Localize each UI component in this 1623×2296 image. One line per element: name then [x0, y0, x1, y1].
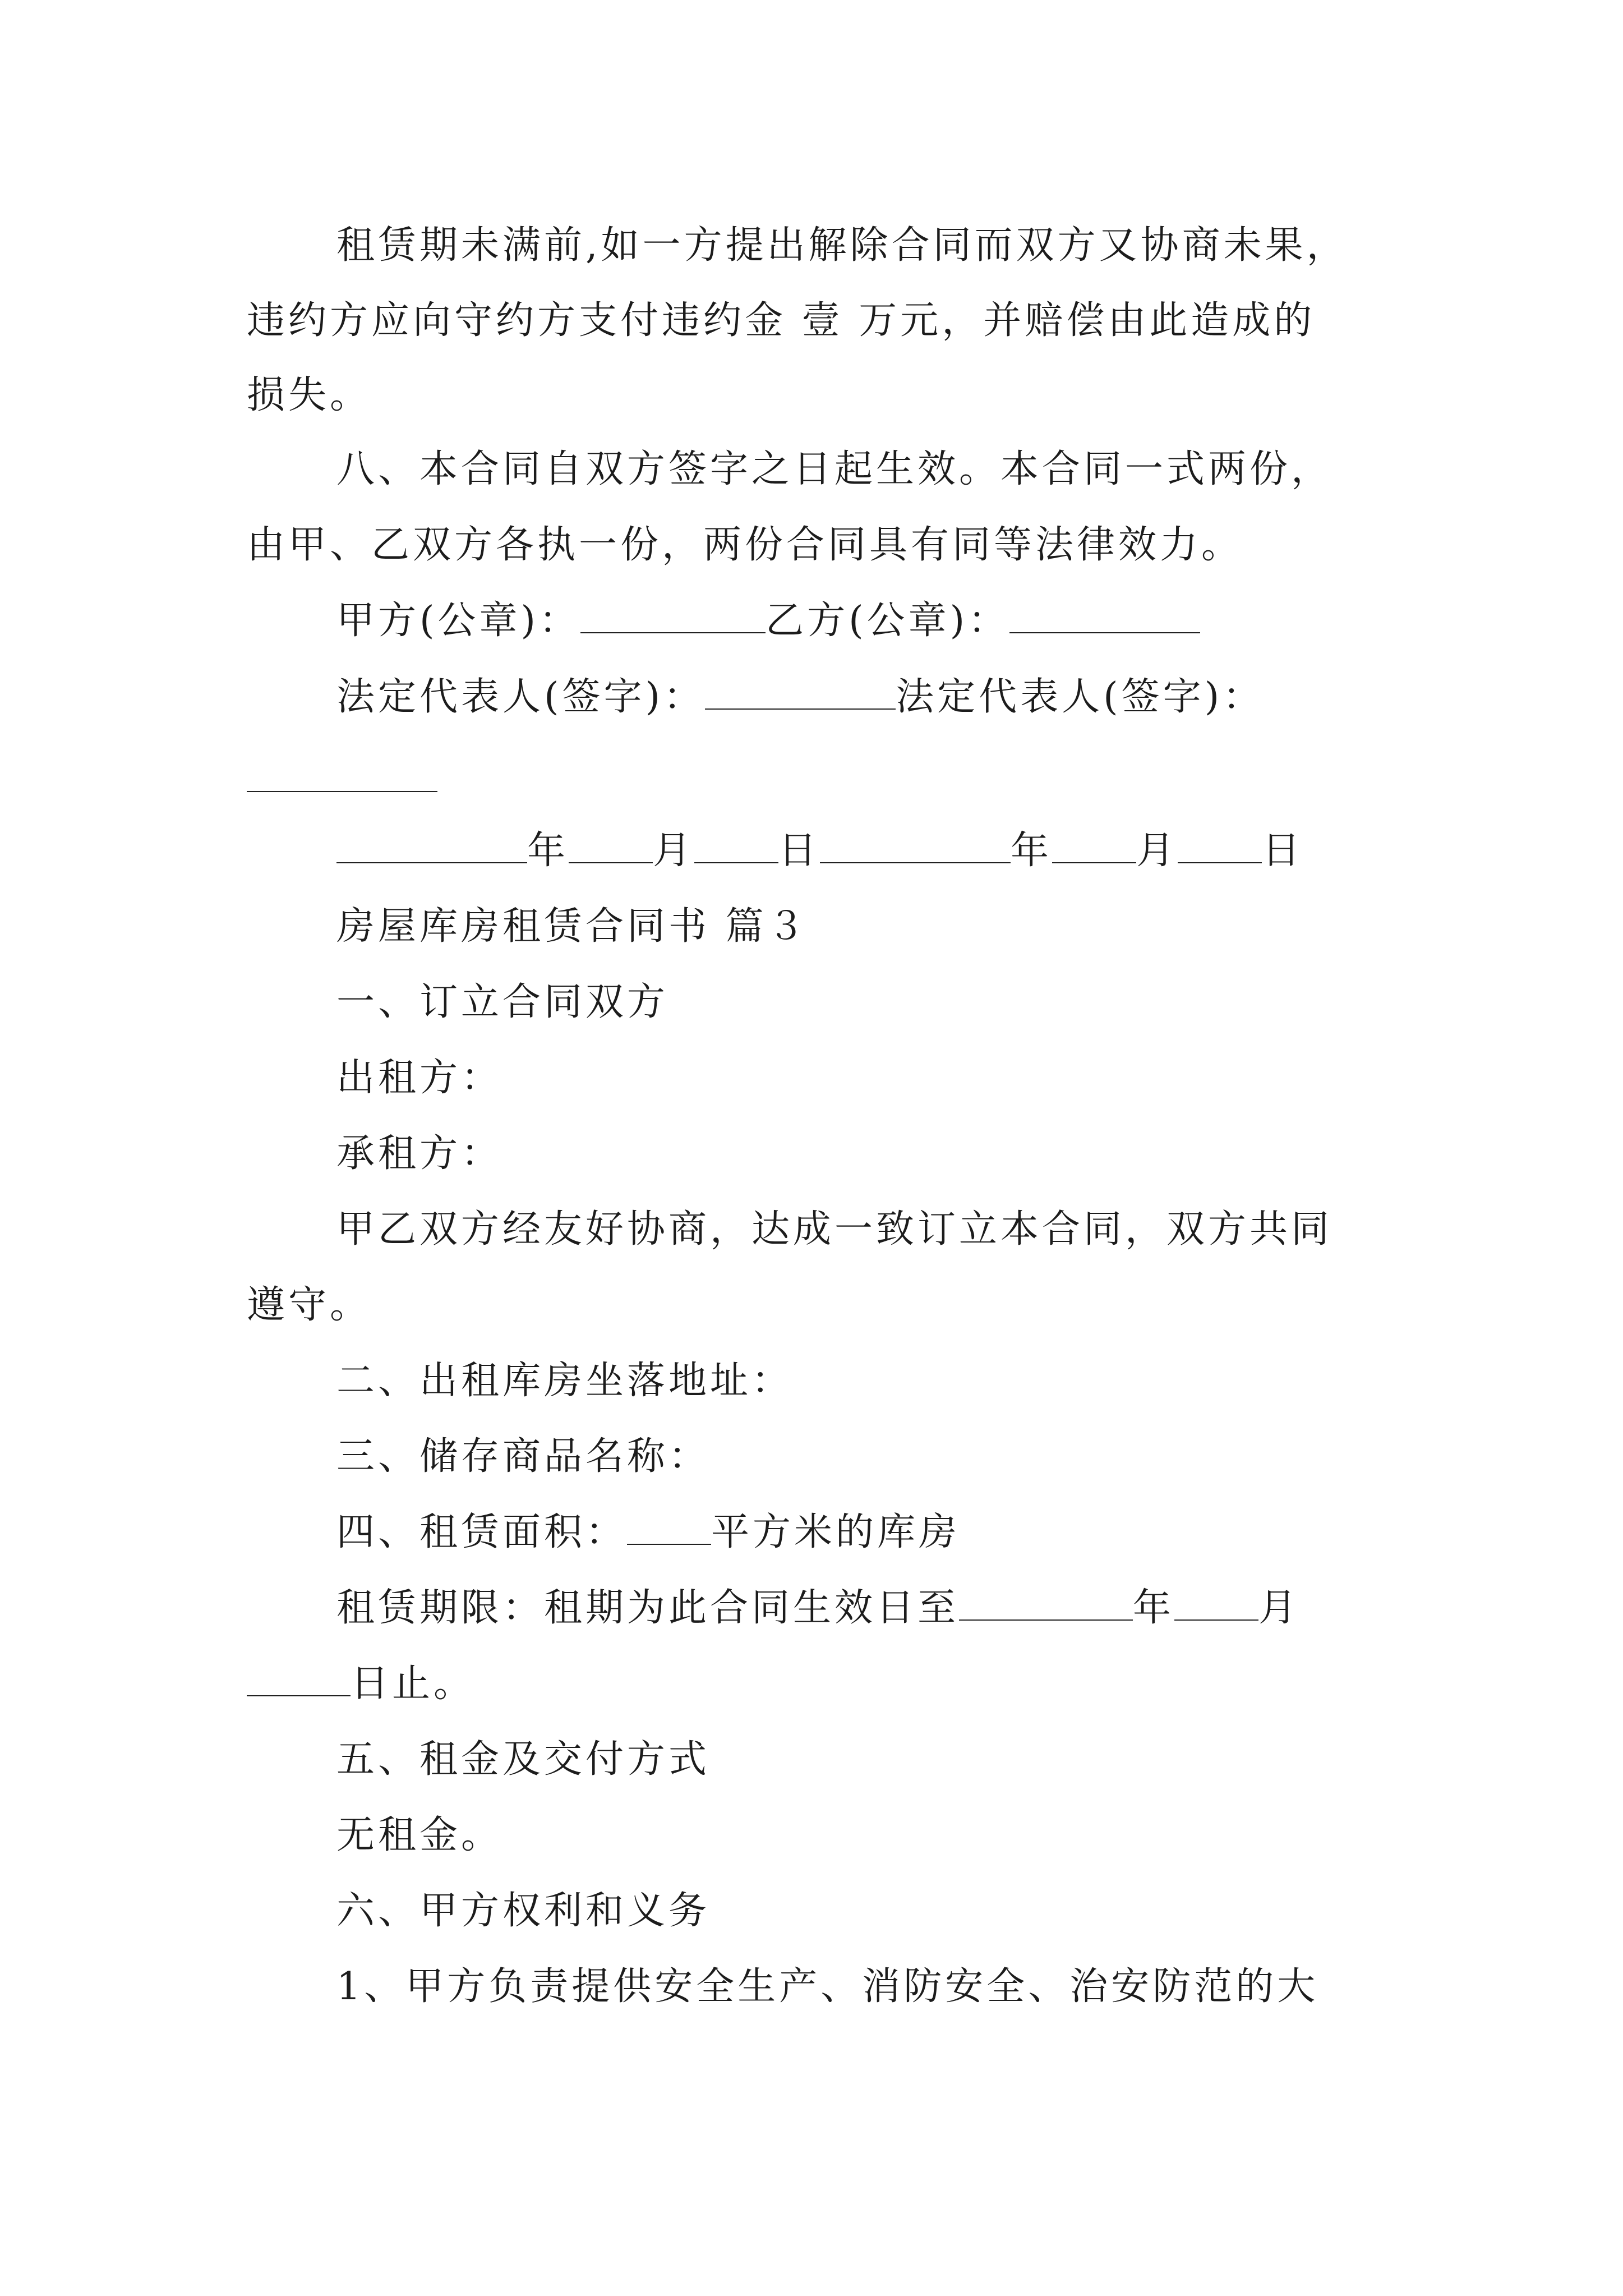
- term-line: [336, 1586, 1300, 1631]
- clause-heading: 三、储存商品名称：: [336, 1434, 711, 1479]
- area-blank: [627, 1511, 711, 1545]
- month-label: 月: [1136, 829, 1178, 873]
- clause-heading: 五、租金及交付方式: [336, 1737, 711, 1782]
- party-b-seal-label: 乙方(公章)：: [766, 599, 1010, 643]
- section-title: 房屋库房租赁合同书 篇３: [336, 904, 809, 949]
- rep-sign-b-label: 法定代表人(签字)：: [896, 675, 1265, 719]
- text-line: 无租金。: [336, 1813, 503, 1857]
- term-day-blank: [247, 1663, 351, 1696]
- area-prefix: 四、租赁面积：: [336, 1510, 628, 1554]
- text-line: 租赁期未满前,如一方提出解除合同而双方又协商未果，: [336, 223, 1348, 268]
- text-line: 承租方：: [336, 1131, 503, 1176]
- clause-heading: 六、甲方权利和义务: [336, 1889, 711, 1933]
- term-end-line: [247, 1662, 475, 1706]
- term-prefix: 租赁期限：租期为此合同生效日至: [336, 1586, 960, 1630]
- year-label: 年: [1011, 829, 1053, 873]
- day-label: 日: [778, 829, 820, 873]
- rep-sign-a-label: 法定代表人(签字)：: [336, 675, 706, 719]
- text-line: 遵守。: [247, 1283, 372, 1327]
- rep-sign-b-blank: [247, 791, 437, 792]
- date-year-blank: [820, 830, 1011, 863]
- text-line: 由甲、乙双方各执一份，两份合同具有同等法律效力。: [247, 523, 1243, 567]
- year-label: 年: [1133, 1586, 1175, 1630]
- term-end-label: 日止。: [351, 1662, 476, 1706]
- text-line: 违约方应向守约方支付违约金 壹 万元，并赔偿由此造成的: [247, 298, 1316, 343]
- party-a-seal-blank: [580, 600, 766, 633]
- clause-heading: 二、出租库房坐落地址：: [336, 1359, 794, 1403]
- date-year-blank: [336, 830, 527, 863]
- text-line: 出租方：: [336, 1056, 503, 1100]
- text-line: 损失。: [247, 373, 372, 417]
- text-line: 1、甲方负责提供安全生产、消防安全、治安防范的大: [336, 1964, 1319, 2009]
- date-day-blank: [694, 830, 778, 863]
- clause-heading: 一、订立合同双方: [336, 980, 669, 1024]
- year-label: 年: [527, 829, 569, 873]
- party-b-seal-blank: [1009, 600, 1200, 633]
- seal-line: [336, 599, 1200, 643]
- day-label: 日: [1262, 829, 1304, 873]
- party-a-seal-label: 甲方(公章)：: [336, 599, 581, 643]
- term-year-blank: [959, 1587, 1133, 1621]
- text-line: 八、本合同自双方签字之日起生效。本合同一式两份，: [336, 447, 1333, 491]
- date-month-blank: [1052, 830, 1136, 863]
- month-label: 月: [653, 829, 695, 873]
- term-month-blank: [1174, 1587, 1258, 1621]
- date-line: [336, 829, 1303, 873]
- rep-sign-line: [336, 675, 1264, 720]
- date-day-blank: [1178, 830, 1262, 863]
- area-suffix: 平方米的库房: [711, 1510, 961, 1554]
- date-month-blank: [569, 830, 653, 863]
- month-label: 月: [1258, 1586, 1301, 1630]
- text-line: 甲乙双方经友好协商，达成一致订立本合同，双方共同: [336, 1207, 1333, 1251]
- area-line: [336, 1510, 960, 1555]
- rep-sign-a-blank: [705, 676, 896, 710]
